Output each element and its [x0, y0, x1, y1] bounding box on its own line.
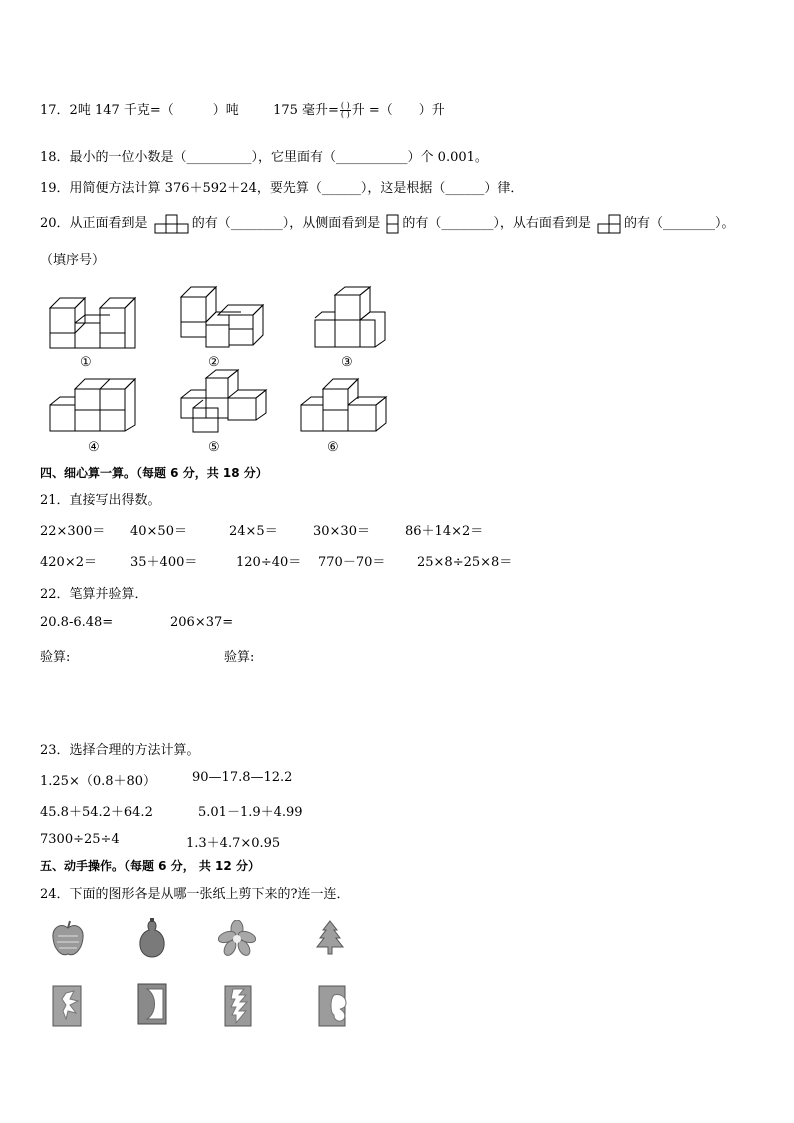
q23-item: 5.01－1.9＋4.99: [198, 805, 303, 820]
q21-title: 21．直接写出得数。: [40, 493, 161, 508]
q21-row2-item: 25×8÷25×8＝: [417, 555, 513, 570]
right-view-icon: [597, 214, 622, 234]
q17-text-a: 17．2吨 147 千克=（ ）吨: [40, 103, 239, 118]
q20-part3: 的有（________），从右面看到是: [402, 216, 591, 231]
figure-label-3: ③: [341, 355, 353, 370]
flower-shape-icon: [218, 920, 256, 956]
cube-figure-4: [45, 377, 140, 433]
q21-row1-item: 30×30＝: [313, 524, 370, 539]
paper-sheet-4: [318, 985, 348, 1027]
q19-line: 19．用简便方法计算 376＋592＋24，要先算（______），这是根据（______）律．: [40, 181, 524, 196]
front-view-icon: [154, 214, 190, 234]
q20-part1: 20．从正面看到是: [40, 216, 148, 231]
q21-row1-item: 24×5＝: [229, 524, 278, 539]
q21-row2-item: 420×2＝: [40, 555, 97, 570]
q21-row1-item: 40×50＝: [130, 524, 187, 539]
section4-title: 四、细心算一算。（每题 6 分，共 18 分）: [40, 466, 268, 480]
q22-title: 22．笔算并验算．: [40, 587, 148, 602]
figure-label-5: ⑤: [208, 440, 220, 455]
q22-check-2: 验算:: [224, 650, 255, 665]
q17-line: [40, 99, 445, 119]
q23-item: 45.8＋54.2＋64.2: [40, 805, 153, 820]
q20-note: （填序号）: [40, 253, 106, 268]
paper-sheet-1: [52, 985, 82, 1027]
q23-item: 1.3＋4.7×0.95: [186, 836, 281, 851]
q21-row2-item: 35＋400＝: [130, 555, 198, 570]
figure-label-2: ②: [208, 355, 220, 370]
q17-text-b: 175 毫升=: [273, 103, 339, 118]
q20-part4: 的有（________）。: [624, 216, 735, 231]
q23-item: 90—17.8—12.2: [192, 770, 293, 785]
q23-item: 7300÷25÷4: [40, 832, 120, 847]
q21-row2-item: 770－70＝: [318, 555, 386, 570]
q23-title: 23．选择合理的方法计算。: [40, 743, 200, 758]
tree-shape-icon: [315, 920, 345, 956]
paper-sheet-2: [137, 983, 167, 1025]
q18-line: 18．最小的一位小数是（__________），它里面有（___________）个 0.001。: [40, 150, 488, 165]
figure-label-4: ④: [88, 440, 100, 455]
cube-figure-1: [45, 293, 140, 353]
paper-sheet-3: [224, 985, 252, 1027]
q20-line: [40, 212, 735, 234]
q22-check-1: 验算:: [40, 650, 71, 665]
cube-figure-6: [298, 377, 390, 433]
cube-figure-5: [178, 368, 270, 434]
figure-label-6: ⑥: [327, 440, 339, 455]
q22-item-1: 20.8-6.48=: [40, 615, 114, 630]
q17-fraction: $\frac{( )}{( )}$: [340, 101, 350, 119]
q24-title: 24．下面的图形各是从哪一张纸上剪下来的?连一连．: [40, 887, 350, 902]
q21-row2-item: 120÷40＝: [236, 555, 302, 570]
cube-figure-3: [310, 285, 390, 351]
q21-row1-item: 86＋14×2＝: [405, 524, 484, 539]
section5-title: 五、动手操作。（每题 6 分， 共 12 分）: [40, 859, 260, 873]
side-view-icon: [386, 214, 400, 234]
q20-part2: 的有（________），从侧面看到是: [191, 216, 381, 231]
figure-label-1: ①: [80, 355, 92, 370]
q23-item: 1.25×（0.8＋80）: [40, 774, 157, 789]
cube-figure-2: [178, 285, 270, 351]
apple-shape-icon: [50, 920, 86, 958]
gourd-shape-icon: [137, 918, 167, 958]
q21-row1-item: 22×300＝: [40, 524, 106, 539]
q22-item-2: 206×37=: [170, 615, 234, 630]
q17-text-c: 升 =（ ）升: [351, 103, 445, 118]
